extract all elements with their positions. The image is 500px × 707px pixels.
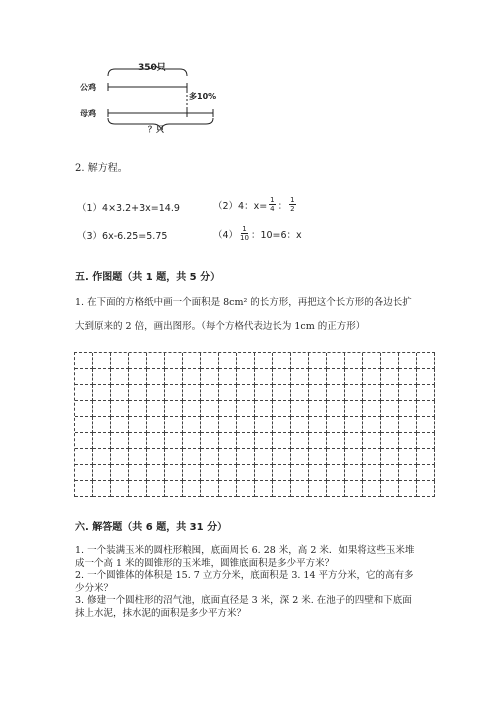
grid-cell[interactable] <box>147 433 165 449</box>
grid-cell[interactable] <box>129 465 147 481</box>
grid-cell[interactable] <box>417 401 435 417</box>
total-label: 350只 <box>138 63 166 73</box>
grid-cell[interactable] <box>417 449 435 465</box>
grid-cell[interactable] <box>93 369 111 385</box>
grid-cell[interactable] <box>201 433 219 449</box>
equation-2-prefix: （2）4：x= <box>213 200 268 212</box>
grid-cell[interactable] <box>363 465 381 481</box>
grid-cell[interactable] <box>201 449 219 465</box>
question-line: 2. 一个圆锥体的体积是 15. 7 立方分米，底面积是 3. 14 平方分米，它的高有多 <box>75 570 414 581</box>
grid-cell[interactable] <box>111 465 129 481</box>
grid-cell[interactable] <box>111 353 129 369</box>
grid-cell[interactable] <box>381 369 399 385</box>
grid-cell[interactable] <box>399 369 417 385</box>
grid-cell[interactable] <box>363 449 381 465</box>
grid-cell[interactable] <box>273 401 291 417</box>
grid-cell[interactable] <box>111 417 129 433</box>
grid-cell[interactable] <box>111 385 129 401</box>
grid-cell[interactable] <box>219 369 237 385</box>
grid-cell[interactable] <box>93 417 111 433</box>
grid-cell[interactable] <box>237 465 255 481</box>
grid-cell[interactable] <box>219 353 237 369</box>
grid-cell[interactable] <box>399 385 417 401</box>
grid-cell[interactable] <box>129 369 147 385</box>
grid-cell[interactable] <box>147 417 165 433</box>
fraction-numerator: 1 <box>242 225 247 233</box>
grid-cell[interactable] <box>75 481 93 497</box>
fraction-denominator: 4 <box>270 205 275 213</box>
grid-cell[interactable] <box>111 401 129 417</box>
grid-cell[interactable] <box>75 465 93 481</box>
grid-cell[interactable] <box>237 353 255 369</box>
grid-cell[interactable] <box>93 481 111 497</box>
grid-cell[interactable] <box>399 465 417 481</box>
grid-cell[interactable] <box>309 465 327 481</box>
grid-cell[interactable] <box>345 417 363 433</box>
grid-cell[interactable] <box>327 433 345 449</box>
grid-cell[interactable] <box>273 369 291 385</box>
q2-title: 2. 解方程。 <box>75 163 128 174</box>
grid-cell[interactable] <box>237 385 255 401</box>
grid-cell[interactable] <box>75 417 93 433</box>
grid-cell[interactable] <box>363 433 381 449</box>
grid-cell[interactable] <box>417 417 435 433</box>
grid-cell[interactable] <box>291 465 309 481</box>
grid-cell[interactable] <box>309 449 327 465</box>
fraction-denominator: 10 <box>240 234 249 242</box>
grid-cell[interactable] <box>363 401 381 417</box>
rooster-label: 公鸡 <box>80 83 96 92</box>
question-line: 1. 一个装满玉米的圆柱形粮囤，底面周长 6. 28 米，高 2 米．如果将这些玉米堆 <box>75 545 415 556</box>
grid-cell[interactable] <box>183 353 201 369</box>
grid-cell[interactable] <box>381 433 399 449</box>
equation-2 <box>213 196 298 213</box>
grid-cell[interactable] <box>147 465 165 481</box>
grid-cell[interactable] <box>381 401 399 417</box>
grid-cell[interactable] <box>75 433 93 449</box>
grid-cell[interactable] <box>291 353 309 369</box>
grid-cell[interactable] <box>75 449 93 465</box>
grid-cell[interactable] <box>255 369 273 385</box>
grid-cell[interactable] <box>165 369 183 385</box>
grid-cell[interactable] <box>399 353 417 369</box>
grid-cell[interactable] <box>165 465 183 481</box>
grid-cell[interactable] <box>93 465 111 481</box>
grid-cell[interactable] <box>273 385 291 401</box>
grid-cell[interactable] <box>147 369 165 385</box>
grid-cell[interactable] <box>327 385 345 401</box>
question-line: 成一个高 1 米的圆锥形的玉米堆，圆锥底面积是多少平方米？ <box>75 557 335 569</box>
equation-2-fraction-1 <box>269 196 275 213</box>
section-5-heading: 五. 作图题（共 1 题，共 5 分） <box>75 272 221 283</box>
grid-cell[interactable] <box>219 401 237 417</box>
grid-cell[interactable] <box>201 353 219 369</box>
grid-cell[interactable] <box>327 465 345 481</box>
grid-cell[interactable] <box>291 369 309 385</box>
grid-cell[interactable] <box>381 417 399 433</box>
grid-cell[interactable] <box>219 481 237 497</box>
grid-cell[interactable] <box>417 353 435 369</box>
grid-cell[interactable] <box>309 369 327 385</box>
grid-cell[interactable] <box>273 353 291 369</box>
grid-cell[interactable] <box>129 385 147 401</box>
grid-cell[interactable] <box>345 433 363 449</box>
grid-cell[interactable] <box>165 385 183 401</box>
grid-cell[interactable] <box>93 353 111 369</box>
grid-cell[interactable] <box>165 353 183 369</box>
grid-cell[interactable] <box>345 401 363 417</box>
grid-cell[interactable] <box>93 433 111 449</box>
grid-cell[interactable] <box>255 385 273 401</box>
grid-cell[interactable] <box>417 369 435 385</box>
grid-cell[interactable] <box>129 449 147 465</box>
equation-4-fraction <box>240 225 249 242</box>
grid-cell[interactable] <box>237 433 255 449</box>
grid-cell[interactable] <box>165 401 183 417</box>
grid-cell[interactable] <box>183 481 201 497</box>
grid-cell[interactable] <box>129 481 147 497</box>
grid-cell[interactable] <box>165 481 183 497</box>
grid-cell[interactable] <box>93 401 111 417</box>
grid-cell[interactable] <box>255 417 273 433</box>
grid-cell[interactable] <box>291 417 309 433</box>
grid-cell[interactable] <box>273 449 291 465</box>
grid-cell[interactable] <box>165 433 183 449</box>
unknown-total-label: ？只 <box>148 125 164 134</box>
grid-cell[interactable] <box>237 449 255 465</box>
grid-cell[interactable] <box>381 465 399 481</box>
grid-cell[interactable] <box>183 433 201 449</box>
grid-cell[interactable] <box>345 481 363 497</box>
grid-cell[interactable] <box>327 369 345 385</box>
grid-cell[interactable] <box>273 465 291 481</box>
grid-cell[interactable] <box>219 385 237 401</box>
grid-cell[interactable] <box>201 417 219 433</box>
grid-cell[interactable] <box>147 481 165 497</box>
grid-cell[interactable] <box>309 385 327 401</box>
grid-cell[interactable] <box>273 481 291 497</box>
grid-cell[interactable] <box>309 417 327 433</box>
grid-cell[interactable] <box>417 481 435 497</box>
grid-cell[interactable] <box>381 385 399 401</box>
equation-3: （3）6x-6.25=5.75 <box>77 231 168 242</box>
grid-cell[interactable] <box>255 465 273 481</box>
grid-cell[interactable] <box>327 481 345 497</box>
grid-cell[interactable] <box>327 353 345 369</box>
grid-cell[interactable] <box>201 369 219 385</box>
grid-cell[interactable] <box>291 401 309 417</box>
grid-cell[interactable] <box>255 401 273 417</box>
grid-cell[interactable] <box>237 481 255 497</box>
grid-cell[interactable] <box>237 401 255 417</box>
grid-cell[interactable] <box>183 449 201 465</box>
grid-cell[interactable] <box>201 401 219 417</box>
grid-cell[interactable] <box>291 385 309 401</box>
grid-cell[interactable] <box>93 449 111 465</box>
grid-cell[interactable] <box>237 417 255 433</box>
grid-cell[interactable] <box>147 385 165 401</box>
grid-cell[interactable] <box>417 465 435 481</box>
grid-cell[interactable] <box>399 481 417 497</box>
grid-cell[interactable] <box>381 353 399 369</box>
grid-cell[interactable] <box>183 465 201 481</box>
grid-cell[interactable] <box>111 481 129 497</box>
grid-cell[interactable] <box>291 433 309 449</box>
grid-cell[interactable] <box>345 449 363 465</box>
grid-cell[interactable] <box>129 417 147 433</box>
section-6-heading: 六. 解答题（共 6 题，共 31 分） <box>75 522 228 533</box>
grid-cell[interactable] <box>255 353 273 369</box>
grid-cell[interactable] <box>75 401 93 417</box>
grid-cell[interactable] <box>201 481 219 497</box>
grid-cell[interactable] <box>255 481 273 497</box>
grid-cell[interactable] <box>75 353 93 369</box>
grid-cell[interactable] <box>165 449 183 465</box>
grid-cell[interactable] <box>129 353 147 369</box>
grid-cell[interactable] <box>381 449 399 465</box>
section-6-questions <box>75 545 414 620</box>
grid-cell[interactable] <box>183 369 201 385</box>
grid-cell[interactable] <box>309 433 327 449</box>
equation-1: （1）4×3.2+3x=14.9 <box>77 203 180 214</box>
grid-cell[interactable] <box>75 385 93 401</box>
grid-cell[interactable] <box>309 401 327 417</box>
grid-cell[interactable] <box>237 369 255 385</box>
grid-cell[interactable] <box>399 401 417 417</box>
equation-4-prefix: （4） <box>213 229 239 241</box>
grid-cell[interactable] <box>111 369 129 385</box>
hen-label: 母鸡 <box>80 109 96 118</box>
grid-cell[interactable] <box>165 417 183 433</box>
grid-cell[interactable] <box>291 449 309 465</box>
grid-cell[interactable] <box>309 481 327 497</box>
equation-2-fraction-2 <box>289 196 295 213</box>
grid-cell[interactable] <box>75 369 93 385</box>
grid-cell[interactable] <box>183 385 201 401</box>
grid-cell[interactable] <box>273 433 291 449</box>
section-5-line-1: 1. 在下面的方格纸中画一个面积是 8cm² 的长方形，再把这个长方形的各边长扩 <box>75 297 412 308</box>
grid-cell[interactable] <box>219 465 237 481</box>
grid-cell[interactable] <box>201 465 219 481</box>
grid-cell[interactable] <box>255 433 273 449</box>
grid-cell[interactable] <box>147 449 165 465</box>
grid-cell[interactable] <box>363 417 381 433</box>
grid-cell[interactable] <box>129 433 147 449</box>
grid-cell[interactable] <box>345 465 363 481</box>
extra-percent-label: 多10% <box>189 92 217 101</box>
grid-cell[interactable] <box>327 417 345 433</box>
grid-cell[interactable] <box>201 385 219 401</box>
grid-cell[interactable] <box>183 417 201 433</box>
grid-cell[interactable] <box>111 433 129 449</box>
grid-cell[interactable] <box>417 385 435 401</box>
grid-cell[interactable] <box>363 353 381 369</box>
square-grid-paper[interactable] <box>74 352 435 497</box>
grid-cell[interactable] <box>363 385 381 401</box>
question-line: 3. 修建一个圆柱形的沼气池，底面直径是 3 米，深 2 米. 在池子的四壁和下底面 <box>75 595 412 606</box>
equation-4-suffix: ：10=6：x <box>250 229 302 241</box>
grid-cell[interactable] <box>327 401 345 417</box>
grid-cell[interactable] <box>93 385 111 401</box>
grid-cell[interactable] <box>291 481 309 497</box>
question-line: 抹上水泥，抹水泥的面积是多少平方米？ <box>75 607 247 619</box>
grid-cell[interactable] <box>219 449 237 465</box>
fraction-denominator: 2 <box>290 205 295 213</box>
grid-cell[interactable] <box>363 481 381 497</box>
grid-cell[interactable] <box>417 433 435 449</box>
question-line: 少分米？ <box>75 582 114 594</box>
grid-cell[interactable] <box>345 369 363 385</box>
grid-cell[interactable] <box>273 417 291 433</box>
grid-cell[interactable] <box>183 401 201 417</box>
grid-cell[interactable] <box>345 385 363 401</box>
grid-cell[interactable] <box>129 401 147 417</box>
grid-cell[interactable] <box>345 353 363 369</box>
grid-cell[interactable] <box>309 353 327 369</box>
grid-cell[interactable] <box>111 449 129 465</box>
grid-cell[interactable] <box>363 369 381 385</box>
fraction-numerator: 1 <box>290 196 295 204</box>
grid-cell[interactable] <box>147 401 165 417</box>
grid-cell[interactable] <box>381 481 399 497</box>
grid-cell[interactable] <box>219 433 237 449</box>
grid-cell[interactable] <box>255 449 273 465</box>
equation-2-sep: ： <box>277 200 288 212</box>
grid-cell[interactable] <box>399 417 417 433</box>
grid-cell[interactable] <box>399 449 417 465</box>
fraction-numerator: 1 <box>270 196 275 204</box>
grid-cell[interactable] <box>327 449 345 465</box>
equation-4 <box>213 225 302 242</box>
grid-cell[interactable] <box>219 417 237 433</box>
section-5-line-2: 大到原来的 2 倍，画出图形。（每个方格代表边长为 1cm 的正方形） <box>75 321 366 332</box>
grid-cell[interactable] <box>399 433 417 449</box>
grid-cell[interactable] <box>147 353 165 369</box>
